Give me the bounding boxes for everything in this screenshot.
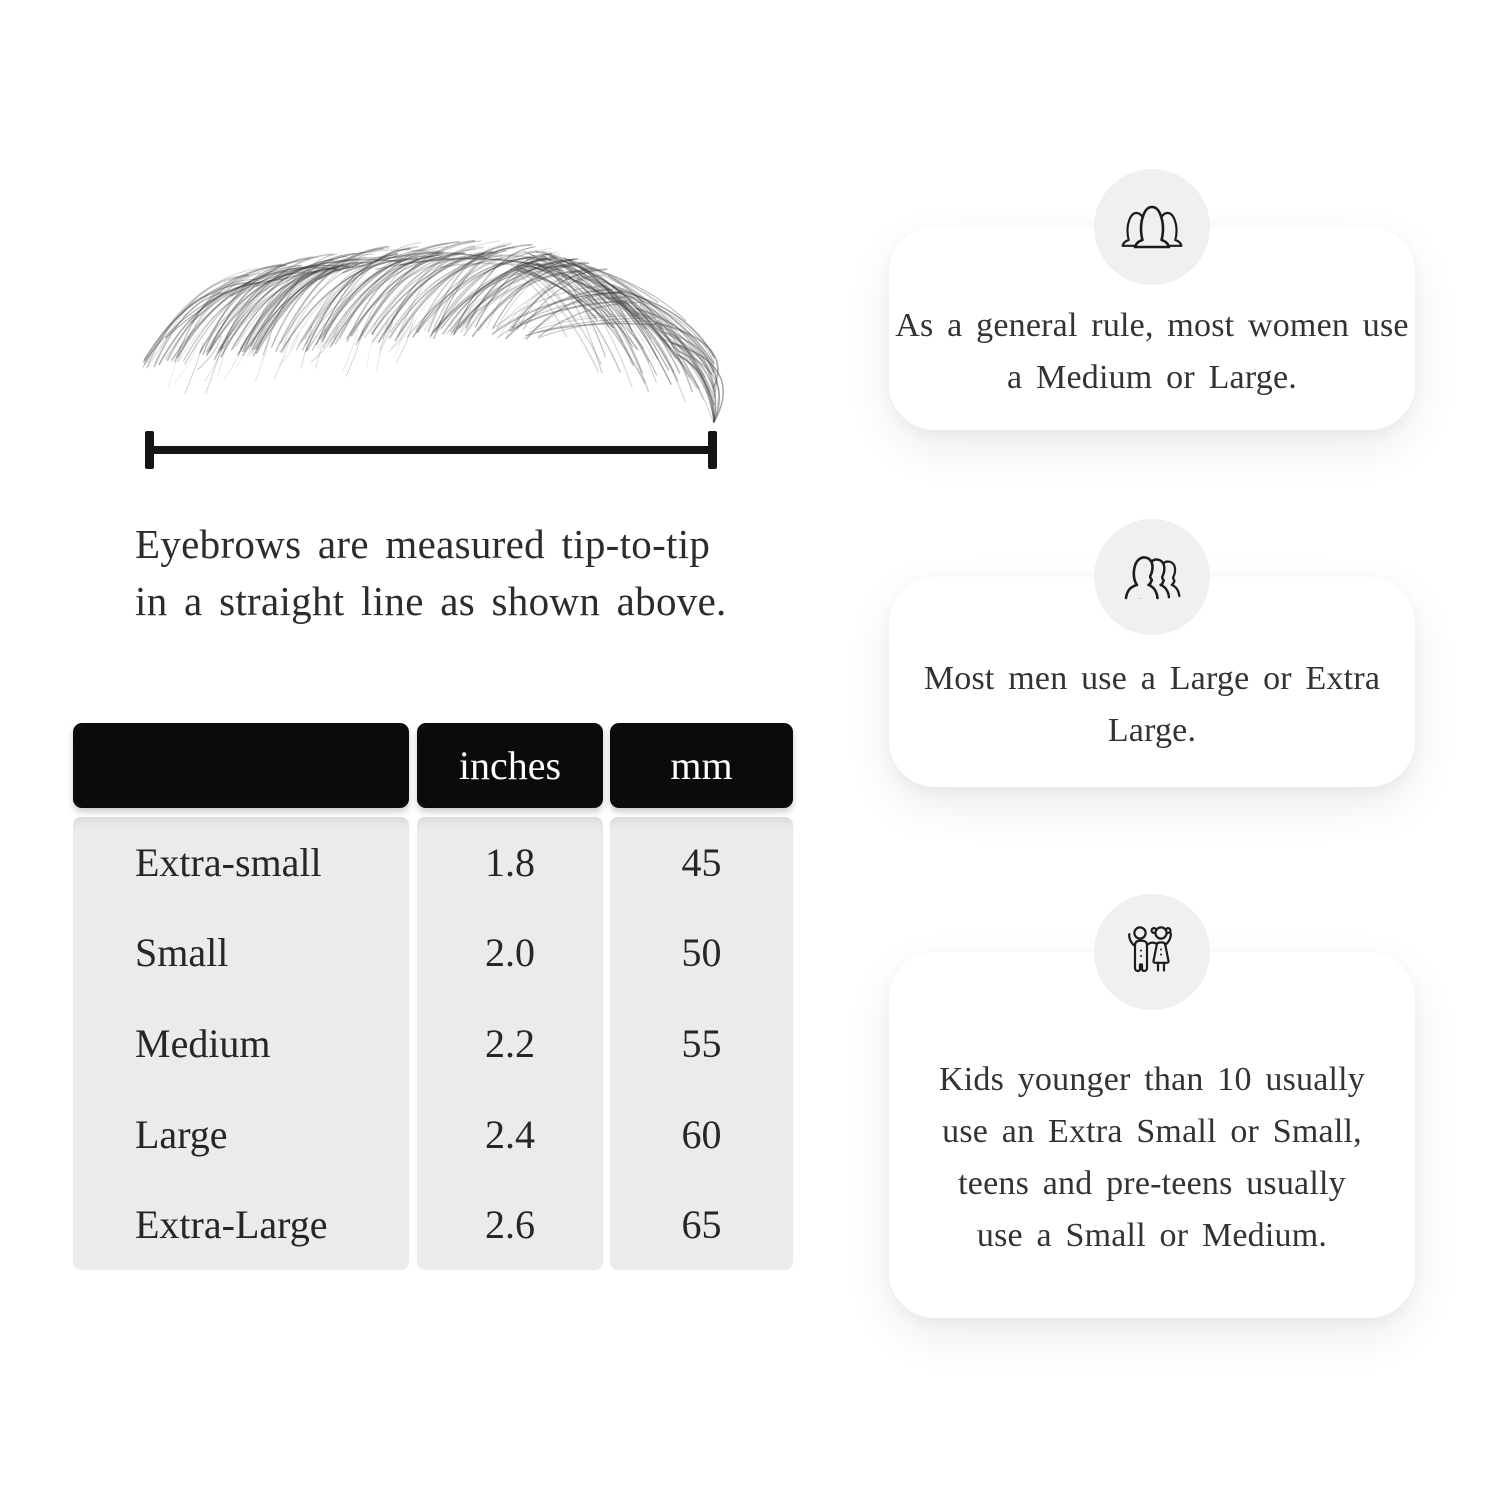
size-row-label: Medium — [135, 1020, 271, 1066]
size-value-inches: 2.6 — [485, 1202, 535, 1248]
size-value-inches: 2.0 — [485, 930, 535, 976]
table-column-inches — [417, 817, 603, 1270]
card-text: As a general rule, most women use a Medium or Large. — [895, 306, 1409, 396]
eyebrow-sketch-svg — [110, 218, 730, 428]
size-row-label: Extra-small — [135, 839, 322, 885]
size-value-inches: 1.8 — [485, 839, 535, 885]
table-header-mm — [610, 723, 793, 808]
table-header-blank — [73, 723, 409, 808]
size-value-inches: 2.2 — [485, 1020, 535, 1066]
table-column-mm — [610, 817, 793, 1270]
caption-line-2: in a straight line as shown above. — [135, 578, 727, 624]
card-text: Most men use a Large or Extra Large. — [923, 660, 1381, 749]
size-value-mm: 50 — [681, 930, 722, 976]
eyebrow-illustration — [110, 218, 730, 428]
size-row-label: Extra-Large — [135, 1202, 328, 1248]
size-row-label: Small — [135, 930, 229, 976]
header-inches-label: inches — [458, 743, 562, 788]
size-row-label: Large — [135, 1111, 228, 1157]
size-value-mm: 65 — [681, 1202, 722, 1248]
size-value-inches: 2.4 — [485, 1111, 535, 1157]
card-icon-badge — [1094, 519, 1210, 635]
ruler-endcap-right — [708, 431, 717, 469]
kids-icon — [1119, 919, 1185, 985]
women-group-icon — [1119, 194, 1185, 260]
card-kids — [889, 952, 1415, 1318]
size-value-mm: 60 — [681, 1111, 722, 1157]
card-icon-badge — [1094, 169, 1210, 285]
table-column-size-names — [73, 817, 409, 1270]
size-value-mm: 45 — [681, 839, 722, 885]
table-header-inches — [417, 723, 603, 808]
card-men — [889, 577, 1415, 787]
size-value-mm: 55 — [681, 1020, 722, 1066]
card-icon-badge — [1094, 894, 1210, 1010]
men-group-icon — [1119, 544, 1185, 610]
header-mm-label: mm — [670, 743, 733, 788]
ruler-line — [150, 446, 714, 454]
caption-line-1: Eyebrows are measured tip-to-tip — [135, 521, 711, 567]
measurement-caption — [135, 516, 727, 630]
card-women — [889, 227, 1415, 430]
card-text: Kids younger than 10 usually use an Extra Small or Small, teens and pre-teens usually use a Small or Medium. — [939, 1061, 1365, 1254]
